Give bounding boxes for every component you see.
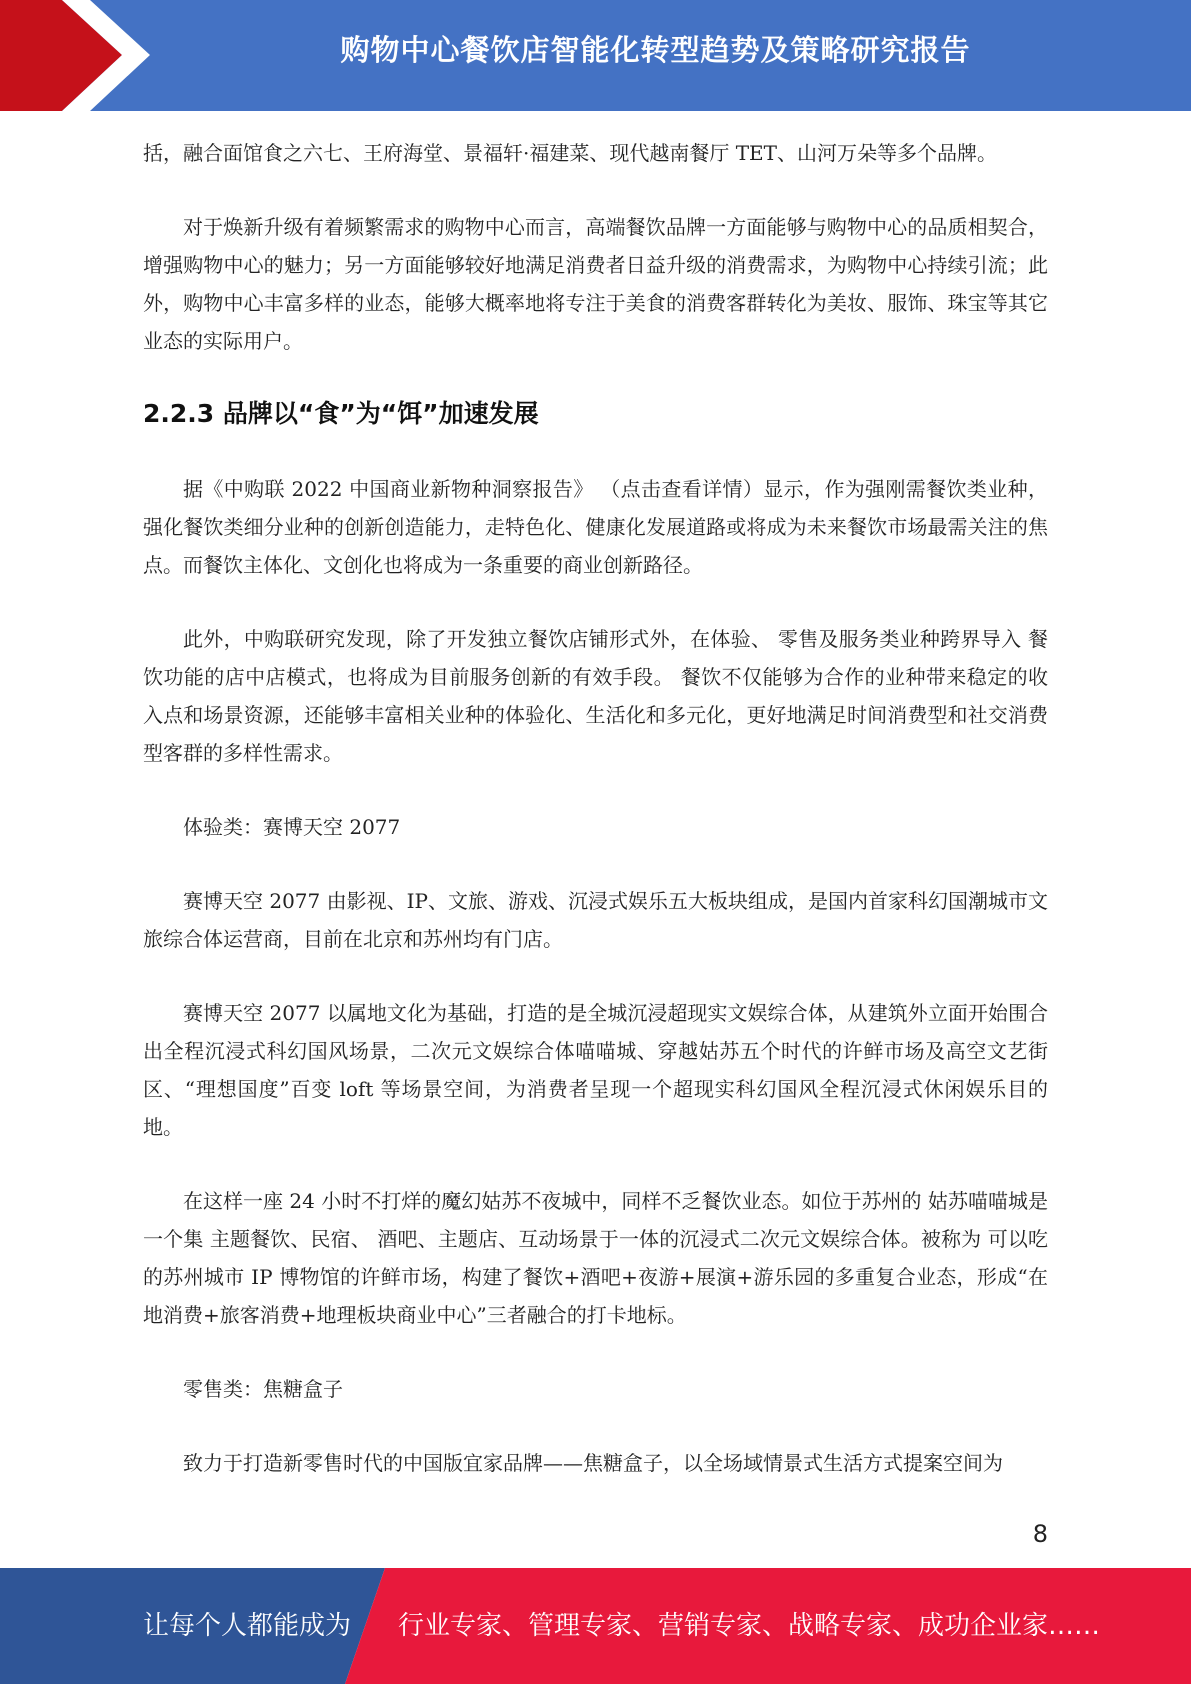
paragraph: 在这样一座 24 小时不打烊的魔幻姑苏不夜城中，同样不乏餐饮业态。如位于苏州的 姑苏喵喵城是一个集 主题餐饮、民宿、 酒吧、主题店、互动场景于一体的沉浸式二次元文娱综合体。被称为 可以吃的苏州城市 IP 博物馆的许鲜市场，构建了餐饮+酒吧+夜游+展演+游乐园的多重复合业态，形成“在地消费+旅客消费+地理板块商业中心”三者融合的打卡地标。 [143, 1189, 1048, 1327]
paragraph: 致力于打造新零售时代的中国版宜家品牌——焦糖盒子，以全场域情景式生活方式提案空间为 [183, 1451, 1003, 1475]
paragraph: 此外，中购联研究发现，除了开发独立餐饮店铺形式外，在体验、 零售及服务类业种跨界导入 餐饮功能的店中店模式，也将成为目前服务创新的有效手段。 餐饮不仅能够为合作的业种带来稳定的收入点和场景资源，还能够丰富相关业种的体验化、生活化和多元化，更好地满足时间消费型和社交消费型客群的多样性需求。 [143, 627, 1048, 765]
subsection-label: 零售类：焦糖盒子 [183, 1377, 343, 1401]
subsection-label: 体验类：赛博天空 2077 [183, 815, 401, 839]
page-footer [0, 1568, 1191, 1684]
paragraph: 对于焕新升级有着频繁需求的购物中心而言，高端餐饮品牌一方面能够与购物中心的品质相契合，增强购物中心的魅力；另一方面能够较好地满足消费者日益升级的消费需求，为购物中心持续引流；此外，购物中心丰富多样的业态，能够大概率地将专注于美食的消费客群转化为美妆、服饰、珠宝等其它业态的实际用户。 [143, 215, 1048, 353]
paragraph: 括，融合面馆食之六七、王府海堂、景福轩·福建菜、现代越南餐厅 TET、山河万朵等多个品牌。 [143, 141, 997, 165]
page-header [0, 0, 1191, 111]
paragraph: 据《中购联 2022 中国商业新物种洞察报告》 （点击查看详情）显示，作为强刚需餐饮类业种，强化餐饮类细分业种的创新创造能力，走特色化、健康化发展道路或将成为未来餐饮市场最需关注的焦点。而餐饮主体化、文创化也将成为一条重要的商业创新路径。 [143, 477, 1048, 577]
document-title: 购物中心餐饮店智能化转型趋势及策略研究报告 [340, 33, 971, 67]
section-heading: 2.2.3 品牌以“食”为“饵”加速发展 [143, 399, 539, 428]
page-number: 8 [1032, 1520, 1048, 1548]
footer-slogan-right: 行业专家、管理专家、营销专家、战略专家、成功企业家…… [398, 1611, 1101, 1641]
footer-slogan-left: 让每个人都能成为 [143, 1611, 352, 1641]
paragraph: 赛博天空 2077 以属地文化为基础，打造的是全城沉浸超现实文娱综合体，从建筑外立面开始围合出全程沉浸式科幻国风场景，二次元文娱综合体喵喵城、穿越姑苏五个时代的许鲜市场及高空文艺街区、“理想国度”百变 loft 等场景空间，为消费者呈现一个超现实科幻国风全程沉浸式休闲娱乐目的地。 [143, 1001, 1048, 1139]
paragraph: 赛博天空 2077 由影视、IP、文旅、游戏、沉浸式娱乐五大板块组成，是国内首家科幻国潮城市文旅综合体运营商，目前在北京和苏州均有门店。 [143, 889, 1048, 951]
main-content [143, 134, 1048, 1482]
